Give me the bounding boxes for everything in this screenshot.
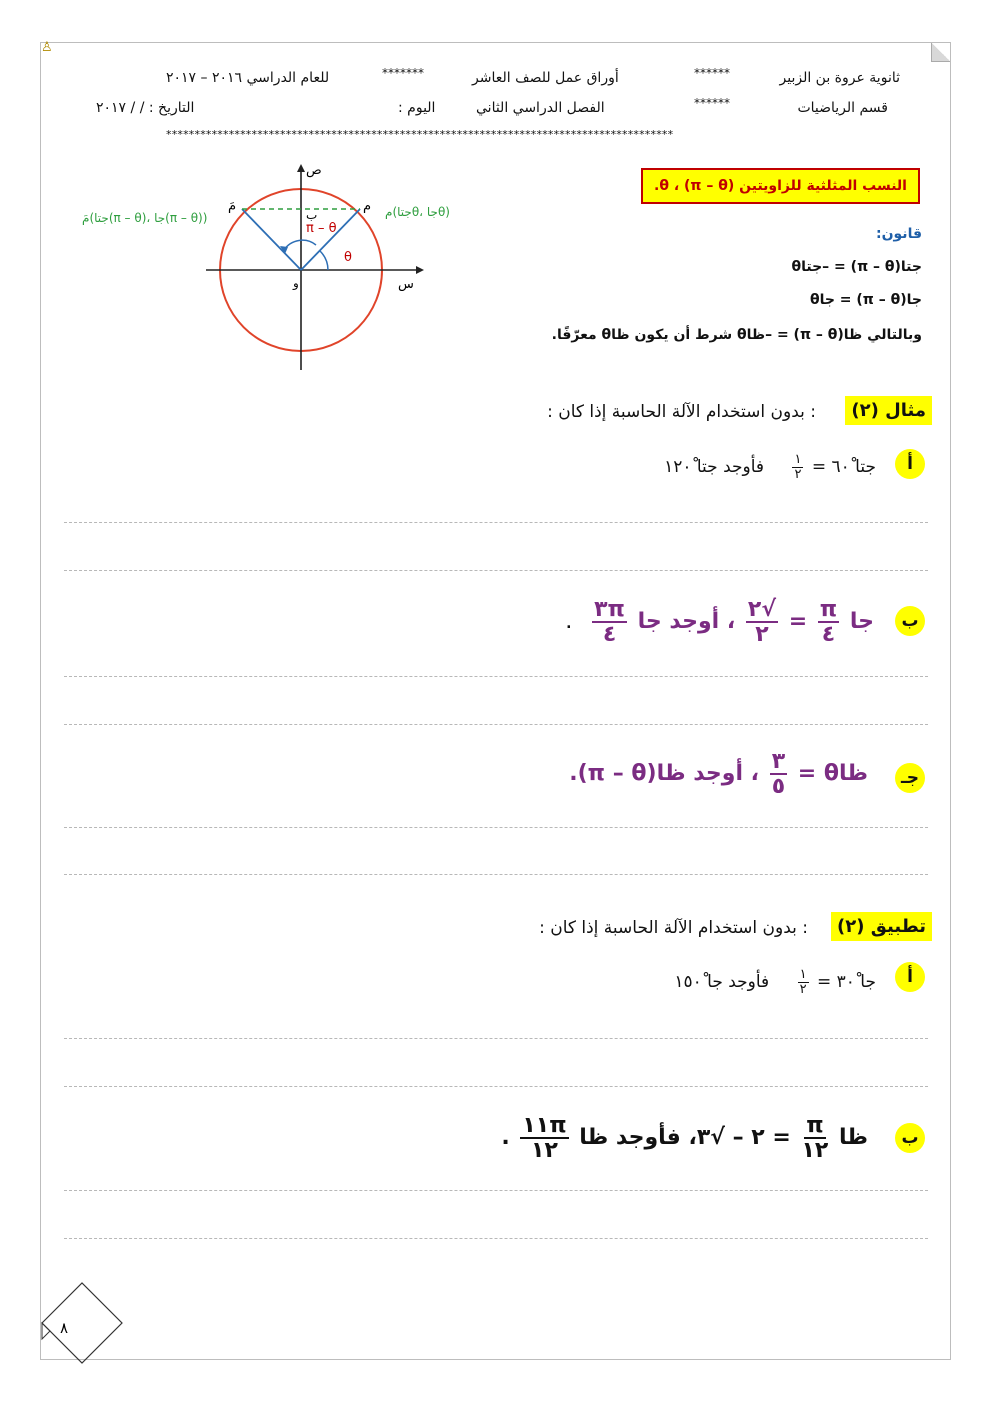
pi-minus-theta-label: π – θ bbox=[306, 221, 337, 236]
law-cos: جتا(π – θ) = –جتاθ bbox=[791, 259, 922, 275]
example-2-b-fraction-1 bbox=[818, 598, 839, 646]
example-2-a-badge: أ bbox=[895, 449, 925, 479]
example-2-c-fraction bbox=[770, 750, 787, 798]
example-2-b-fraction-2 bbox=[746, 598, 778, 646]
pencil-tip-icon bbox=[42, 1323, 50, 1339]
application-2-b-text2: = ٢ – √٣، فأوجد ظا bbox=[579, 1125, 791, 1151]
y-axis-arrow-icon bbox=[297, 164, 305, 172]
example-2-b-fraction-3 bbox=[592, 598, 627, 646]
x-axis-label: س bbox=[398, 277, 414, 292]
example-2-a-fraction bbox=[792, 453, 803, 481]
example-2-b-equals: = bbox=[788, 609, 808, 635]
answer-line bbox=[64, 1086, 928, 1087]
pencil-outline bbox=[42, 1283, 122, 1363]
example-2-b-end: . bbox=[566, 616, 572, 633]
example-2-c-badge: جـ bbox=[895, 763, 925, 793]
fraction-numerator: ٣ bbox=[771, 749, 786, 774]
page-fold-corner bbox=[931, 43, 950, 62]
law-sin: جا(π – θ) = جاθ bbox=[809, 292, 922, 308]
unit-circle-diagram bbox=[80, 158, 450, 376]
pin-icon: ♙ bbox=[41, 40, 53, 55]
application-2-b bbox=[501, 1114, 868, 1162]
application-2-a-badge: أ bbox=[895, 962, 925, 992]
header-separator: ***************************************************************************************** bbox=[166, 128, 674, 141]
term: الفصل الدراسي الثاني bbox=[476, 100, 605, 116]
x-axis-arrow-icon bbox=[416, 266, 424, 274]
application-2-a-fraction bbox=[798, 968, 809, 996]
fraction-numerator: π bbox=[806, 1113, 824, 1138]
example-2-c bbox=[569, 750, 868, 798]
answer-line bbox=[64, 1038, 928, 1039]
example-2-c-text2: ، أوجد ظا(π – θ). bbox=[569, 761, 760, 787]
header-stars-3: ****** bbox=[694, 96, 730, 110]
fraction-denominator: ٢ bbox=[799, 981, 807, 997]
application-2-b-fraction-2 bbox=[520, 1114, 568, 1162]
fraction-numerator: ٣π bbox=[594, 597, 625, 622]
worksheet-title: أوراق عمل للصف العاشر bbox=[472, 70, 619, 86]
fraction-denominator: ١٢ bbox=[531, 1138, 558, 1164]
lesson-title: النسب المثلثية للزاويتين θ ، (π – θ). bbox=[641, 168, 920, 204]
application-2-b-end: . bbox=[501, 1125, 510, 1151]
application-2-a-text2: فأوجد جا ١٥٠ْ bbox=[674, 972, 770, 993]
example-2-a-text2: فأوجد جتا ١٢٠ْ bbox=[664, 457, 765, 478]
example-2-b bbox=[566, 598, 874, 646]
theta-label: θ bbox=[344, 250, 352, 265]
fraction-denominator: ٤ bbox=[821, 622, 836, 648]
day-field: اليوم : bbox=[398, 100, 436, 116]
answer-line bbox=[64, 874, 928, 875]
radius-m-prime bbox=[242, 209, 301, 270]
page-number-pencil bbox=[42, 1283, 124, 1363]
answer-line bbox=[64, 522, 928, 523]
application-2-a-text1: جا ٣٠ْ = bbox=[816, 972, 876, 993]
pi-minus-theta-arc bbox=[284, 240, 316, 250]
fraction-numerator: π bbox=[819, 597, 838, 622]
answer-line bbox=[64, 570, 928, 571]
fraction-denominator: ٥ bbox=[771, 774, 786, 800]
y-axis-label: ص bbox=[306, 163, 322, 178]
application-2-title: تطبيق (٢) bbox=[831, 912, 932, 941]
department: قسم الرياضيات bbox=[797, 100, 888, 116]
header-stars-1: ****** bbox=[694, 66, 730, 80]
point-m-coords: م(جتاθ، جاθ) bbox=[385, 205, 450, 219]
fraction-denominator: ٢ bbox=[755, 622, 769, 648]
m-prime-label: مَ bbox=[228, 199, 237, 214]
law-tan: وبالتالي ظا(π – θ) = –ظاθ شرط أن يكون ظاθ معرّفًا. bbox=[551, 327, 922, 343]
example-2-b-text2: ، أوجد جا bbox=[637, 609, 736, 635]
b-label: ب bbox=[306, 208, 318, 222]
example-2-a-text1: جتا ٦٠ْ = bbox=[811, 457, 876, 478]
example-2-c-text1: ظاθ = bbox=[797, 761, 868, 787]
fraction-denominator: ٢ bbox=[794, 466, 802, 482]
fraction-numerator: √٢ bbox=[747, 597, 777, 622]
answer-line bbox=[64, 676, 928, 677]
origin-label: و bbox=[293, 276, 299, 290]
fraction-numerator: ١ bbox=[799, 967, 807, 982]
m-label: م bbox=[363, 199, 372, 214]
example-2-a bbox=[664, 453, 876, 481]
example-2-b-badge: ب bbox=[895, 606, 925, 636]
application-2-b-badge: ب bbox=[895, 1123, 925, 1153]
fraction-denominator: ١٢ bbox=[801, 1138, 829, 1164]
theta-arc bbox=[320, 251, 328, 270]
answer-line bbox=[64, 724, 928, 725]
answer-line bbox=[64, 1238, 928, 1239]
fraction-numerator: ١ bbox=[794, 452, 802, 467]
page-number: ٨ bbox=[60, 1319, 69, 1337]
school-name: ثانوية عروة بن الزبير bbox=[779, 70, 900, 86]
answer-line bbox=[64, 1190, 928, 1191]
application-2-prompt: : بدون استخدام الآلة الحاسبة إذا كان : bbox=[539, 918, 808, 938]
point-m-prime-coords: مَ(جتا(π – θ)، جا(π – θ)) bbox=[82, 211, 208, 225]
header-stars-2: ******* bbox=[382, 66, 424, 80]
example-2-prompt: : بدون استخدام الآلة الحاسبة إذا كان : bbox=[547, 402, 816, 422]
law-label: قانون: bbox=[875, 226, 922, 242]
answer-line bbox=[64, 827, 928, 828]
fraction-denominator: ٤ bbox=[602, 622, 617, 648]
application-2-b-text1: ظا bbox=[839, 1125, 868, 1151]
academic-year: للعام الدراسي ٢٠١٦ – ٢٠١٧ bbox=[166, 70, 330, 86]
date-field: التاريخ : / / ٢٠١٧ bbox=[96, 100, 195, 116]
example-2-b-text1: جا bbox=[849, 609, 874, 635]
application-2-b-fraction-1 bbox=[801, 1114, 828, 1162]
example-2-title: مثال (٢) bbox=[845, 396, 932, 425]
fraction-numerator: ١١π bbox=[522, 1113, 567, 1138]
application-2-a bbox=[674, 968, 876, 996]
